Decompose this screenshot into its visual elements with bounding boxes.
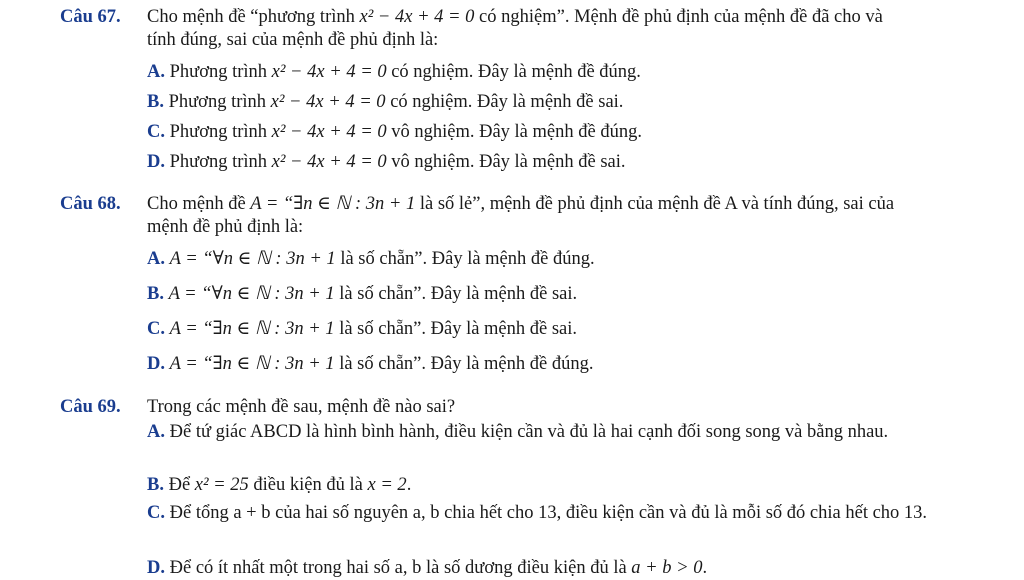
option-text: Phương trình [169,122,272,142]
question-67-stem-text: Cho mệnh đề “phương trình [147,7,360,27]
option-equation: x² − 4x + 4 = 0 [271,62,387,82]
option-text: vô nghiệm. Đây là mệnh đề sai. [386,152,626,172]
question-68-stem-line-2: mệnh đề phủ định là: [147,217,304,237]
question-68-option-d[interactable] [147,353,1005,376]
option-text: Để tổng a + b của hai số nguyên a, b chia hết cho 13, điều kiện cần và đủ là mỗi số đó chia hết cho 13. [169,503,928,523]
option-label: A. [147,249,165,269]
question-69-stem: Trong các mệnh đề sau, mệnh đề nào sai? [147,397,456,417]
question-68-stem-text-2: là số lẻ”, mệnh đề phủ định của mệnh đề A và tính đúng, sai của [415,194,895,214]
option-text: Để có ít nhất một trong hai số a, b là số dương điều kiện đủ là [169,558,632,578]
option-negation: A = “∀n ∈ ℕ : 3n + 1 [168,284,335,304]
option-label: A. [147,422,165,442]
option-equation: a + b > 0 [631,558,703,578]
option-label: B. [147,92,164,112]
question-67-option-b[interactable] [147,91,1005,114]
question-68-number: Câu 68. [60,194,121,214]
option-equation: x² − 4x + 4 = 0 [270,92,386,112]
question-67-option-d[interactable] [147,151,1005,174]
question-68-stem-text: Cho mệnh đề [147,194,251,214]
option-text: là số chẵn”. Đây là mệnh đề sai. [334,319,578,339]
option-text: là số chẵn”. Đây là mệnh đề đúng. [334,354,594,374]
option-equation: x = 2 [367,475,407,495]
question-68-stem [147,193,1005,239]
question-67-stem [147,6,1005,52]
question-67-stem-text-2: có nghiệm”. Mệnh đề phủ định của mệnh đề đã cho và [474,7,883,27]
question-68-option-a[interactable] [147,248,1005,271]
question-67-equation: x² − 4x + 4 = 0 [359,7,475,27]
question-67-stem-line-2: tính đúng, sai của mệnh đề phủ định là: [147,30,439,50]
option-label: A. [147,62,165,82]
question-69-option-a[interactable] [147,421,1002,444]
question-69-option-b[interactable] [147,474,1005,497]
question-68-option-c[interactable] [147,318,1005,341]
option-negation: A = “∃n ∈ ℕ : 3n + 1 [169,319,335,339]
option-label: C. [147,122,165,142]
question-69-option-d[interactable] [147,557,1005,580]
option-text: là số chẵn”. Đây là mệnh đề sai. [334,284,578,304]
question-69-option-c[interactable] [147,502,1002,525]
option-text: điều kiện đủ là [248,475,368,495]
option-text: Để tứ giác ABCD là hình bình hành, điều kiện cần và đủ là hai cạnh đối song song và bằng nhau. [169,422,889,442]
option-equation: x² − 4x + 4 = 0 [271,122,387,142]
option-label: B. [147,475,164,495]
option-equation: x² − 4x + 4 = 0 [271,152,387,172]
option-text: vô nghiệm. Đây là mệnh đề đúng. [386,122,642,142]
option-label: D. [147,354,165,374]
option-text: Phương trình [169,62,272,82]
option-text: Phương trình [168,92,271,112]
question-68-proposition: A = “∃n ∈ ℕ : 3n + 1 [250,194,416,214]
question-67-option-c[interactable] [147,121,1005,144]
option-label: D. [147,558,165,578]
option-text: có nghiệm. Đây là mệnh đề đúng. [386,62,641,82]
option-label: C. [147,319,165,339]
option-text: Phương trình [169,152,272,172]
option-text: . [406,475,412,495]
question-69-number: Câu 69. [60,397,121,417]
option-text: Để [168,475,195,495]
option-equation: x² = 25 [194,475,249,495]
option-text: là số chẵn”. Đây là mệnh đề đúng. [335,249,595,269]
option-label: D. [147,152,165,172]
option-label: C. [147,503,165,523]
question-68-option-b[interactable] [147,283,1005,306]
option-negation: A = “∃n ∈ ℕ : 3n + 1 [169,354,335,374]
option-negation: A = “∀n ∈ ℕ : 3n + 1 [169,249,336,269]
option-text: . [702,558,708,578]
question-67-number: Câu 67. [60,7,121,27]
option-label: B. [147,284,164,304]
option-text: có nghiệm. Đây là mệnh đề sai. [385,92,624,112]
question-67-option-a[interactable] [147,61,1005,84]
